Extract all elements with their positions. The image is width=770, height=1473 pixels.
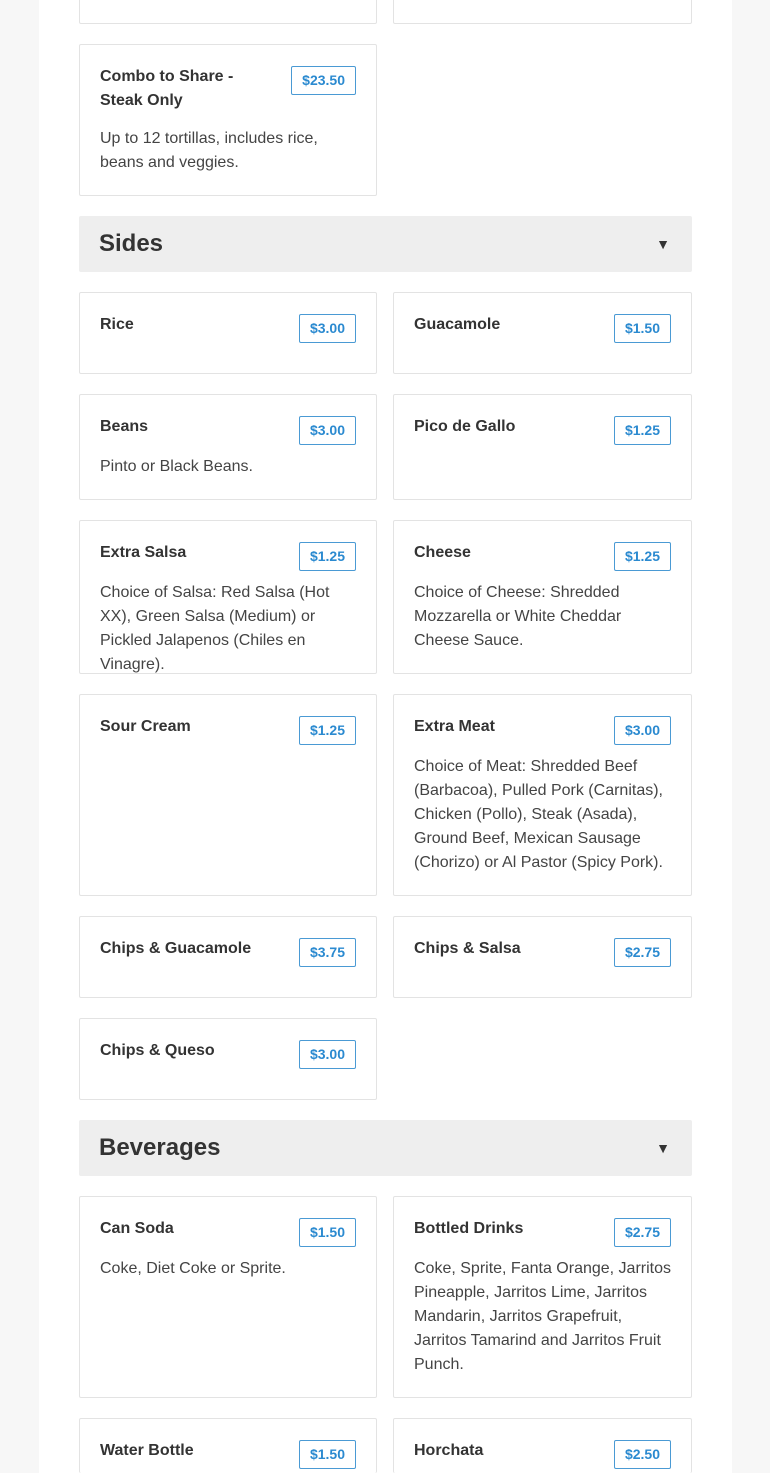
menu-item-card[interactable] <box>79 292 377 374</box>
item-name: Water Bottle <box>100 1442 194 1459</box>
item-price-button[interactable]: $2.75 <box>614 1218 671 1247</box>
menu-item-card-partial-left[interactable] <box>79 0 377 24</box>
menu-item-card[interactable] <box>393 916 692 998</box>
item-name: Rice <box>100 316 134 333</box>
section-header-sides[interactable] <box>79 216 692 272</box>
item-description: Coke, Sprite, Fanta Orange, Jarritos Pineapple, Jarritos Lime, Jarritos Mandarin, Jarritos Grapefruit, Jarritos Tamarind and Jarritos Fruit Punch. <box>414 1260 671 1373</box>
item-name: Guacamole <box>414 316 501 333</box>
menu-item-card[interactable] <box>79 520 377 674</box>
menu-item-card[interactable] <box>393 520 692 674</box>
section-header-beverages[interactable] <box>79 1120 692 1176</box>
item-name: Chips & Guacamole <box>100 940 252 957</box>
menu-item-card[interactable] <box>393 694 692 896</box>
caret-down-icon: ▼ <box>656 1140 670 1156</box>
item-name: Cheese <box>414 544 471 561</box>
menu-item-card[interactable] <box>79 916 377 998</box>
section-title: Sides <box>99 230 164 257</box>
item-description: Pinto or Black Beans. <box>100 458 253 475</box>
item-price-button[interactable]: $3.00 <box>614 716 671 745</box>
item-description: Choice of Salsa: Red Salsa (Hot XX), Green Salsa (Medium) or Pickled Jalapenos (Chiles en Vinagre). <box>100 584 330 673</box>
menu-item-card[interactable] <box>79 1018 377 1100</box>
menu-item-card[interactable] <box>393 1418 692 1473</box>
item-name: Combo to Share - Steak Only <box>100 68 234 109</box>
menu-item-card[interactable] <box>79 1196 377 1398</box>
item-name: Bottled Drinks <box>414 1220 524 1237</box>
item-price-button[interactable]: $3.75 <box>299 938 356 967</box>
item-price-button[interactable]: $1.50 <box>614 314 671 343</box>
item-price-button[interactable]: $2.75 <box>614 938 671 967</box>
item-price-button[interactable]: $1.50 <box>299 1218 356 1247</box>
item-name: Extra Salsa <box>100 544 187 561</box>
item-name: Sour Cream <box>100 718 191 735</box>
item-name: Chips & Salsa <box>414 940 521 957</box>
item-name: Chips & Queso <box>100 1042 215 1059</box>
item-name: Pico de Gallo <box>414 418 516 435</box>
menu-item-card[interactable] <box>393 292 692 374</box>
item-price-button[interactable]: $23.50 <box>291 66 356 95</box>
item-price-button[interactable]: $1.25 <box>614 416 671 445</box>
menu-item-card[interactable] <box>79 394 377 500</box>
item-price-button[interactable]: $1.25 <box>299 542 356 571</box>
menu-item-card[interactable] <box>393 394 692 500</box>
menu-item-card[interactable] <box>79 694 377 896</box>
item-price-button[interactable]: $3.00 <box>299 1040 356 1069</box>
item-price-button[interactable]: $3.00 <box>299 314 356 343</box>
menu-item-card[interactable] <box>79 1418 377 1473</box>
section-title: Beverages <box>99 1134 221 1161</box>
item-price-button[interactable]: $1.25 <box>299 716 356 745</box>
item-description: Coke, Diet Coke or Sprite. <box>100 1260 286 1277</box>
caret-down-icon: ▼ <box>656 236 670 252</box>
item-price-button[interactable]: $2.50 <box>614 1440 671 1469</box>
menu-item-card[interactable] <box>393 1196 692 1398</box>
item-name: Extra Meat <box>414 718 495 735</box>
item-description: Choice of Cheese: Shredded Mozzarella or White Cheddar Cheese Sauce. <box>414 584 622 649</box>
item-price-button[interactable]: $3.00 <box>299 416 356 445</box>
menu-item-card[interactable] <box>79 44 377 196</box>
menu-item-card-partial-right[interactable] <box>393 0 692 24</box>
item-description: Up to 12 tortillas, includes rice, beans and veggies. <box>100 130 318 171</box>
item-price-button[interactable]: $1.25 <box>614 542 671 571</box>
item-name: Horchata <box>414 1442 484 1459</box>
item-name: Can Soda <box>100 1220 174 1237</box>
item-price-button[interactable]: $1.50 <box>299 1440 356 1469</box>
item-name: Beans <box>100 418 149 435</box>
item-description: Choice of Meat: Shredded Beef (Barbacoa), Pulled Pork (Carnitas), Chicken (Pollo), Steak (Asada), Ground Beef, Mexican Sausage (Chorizo) or Al Pastor (Spicy Pork). <box>414 758 663 871</box>
